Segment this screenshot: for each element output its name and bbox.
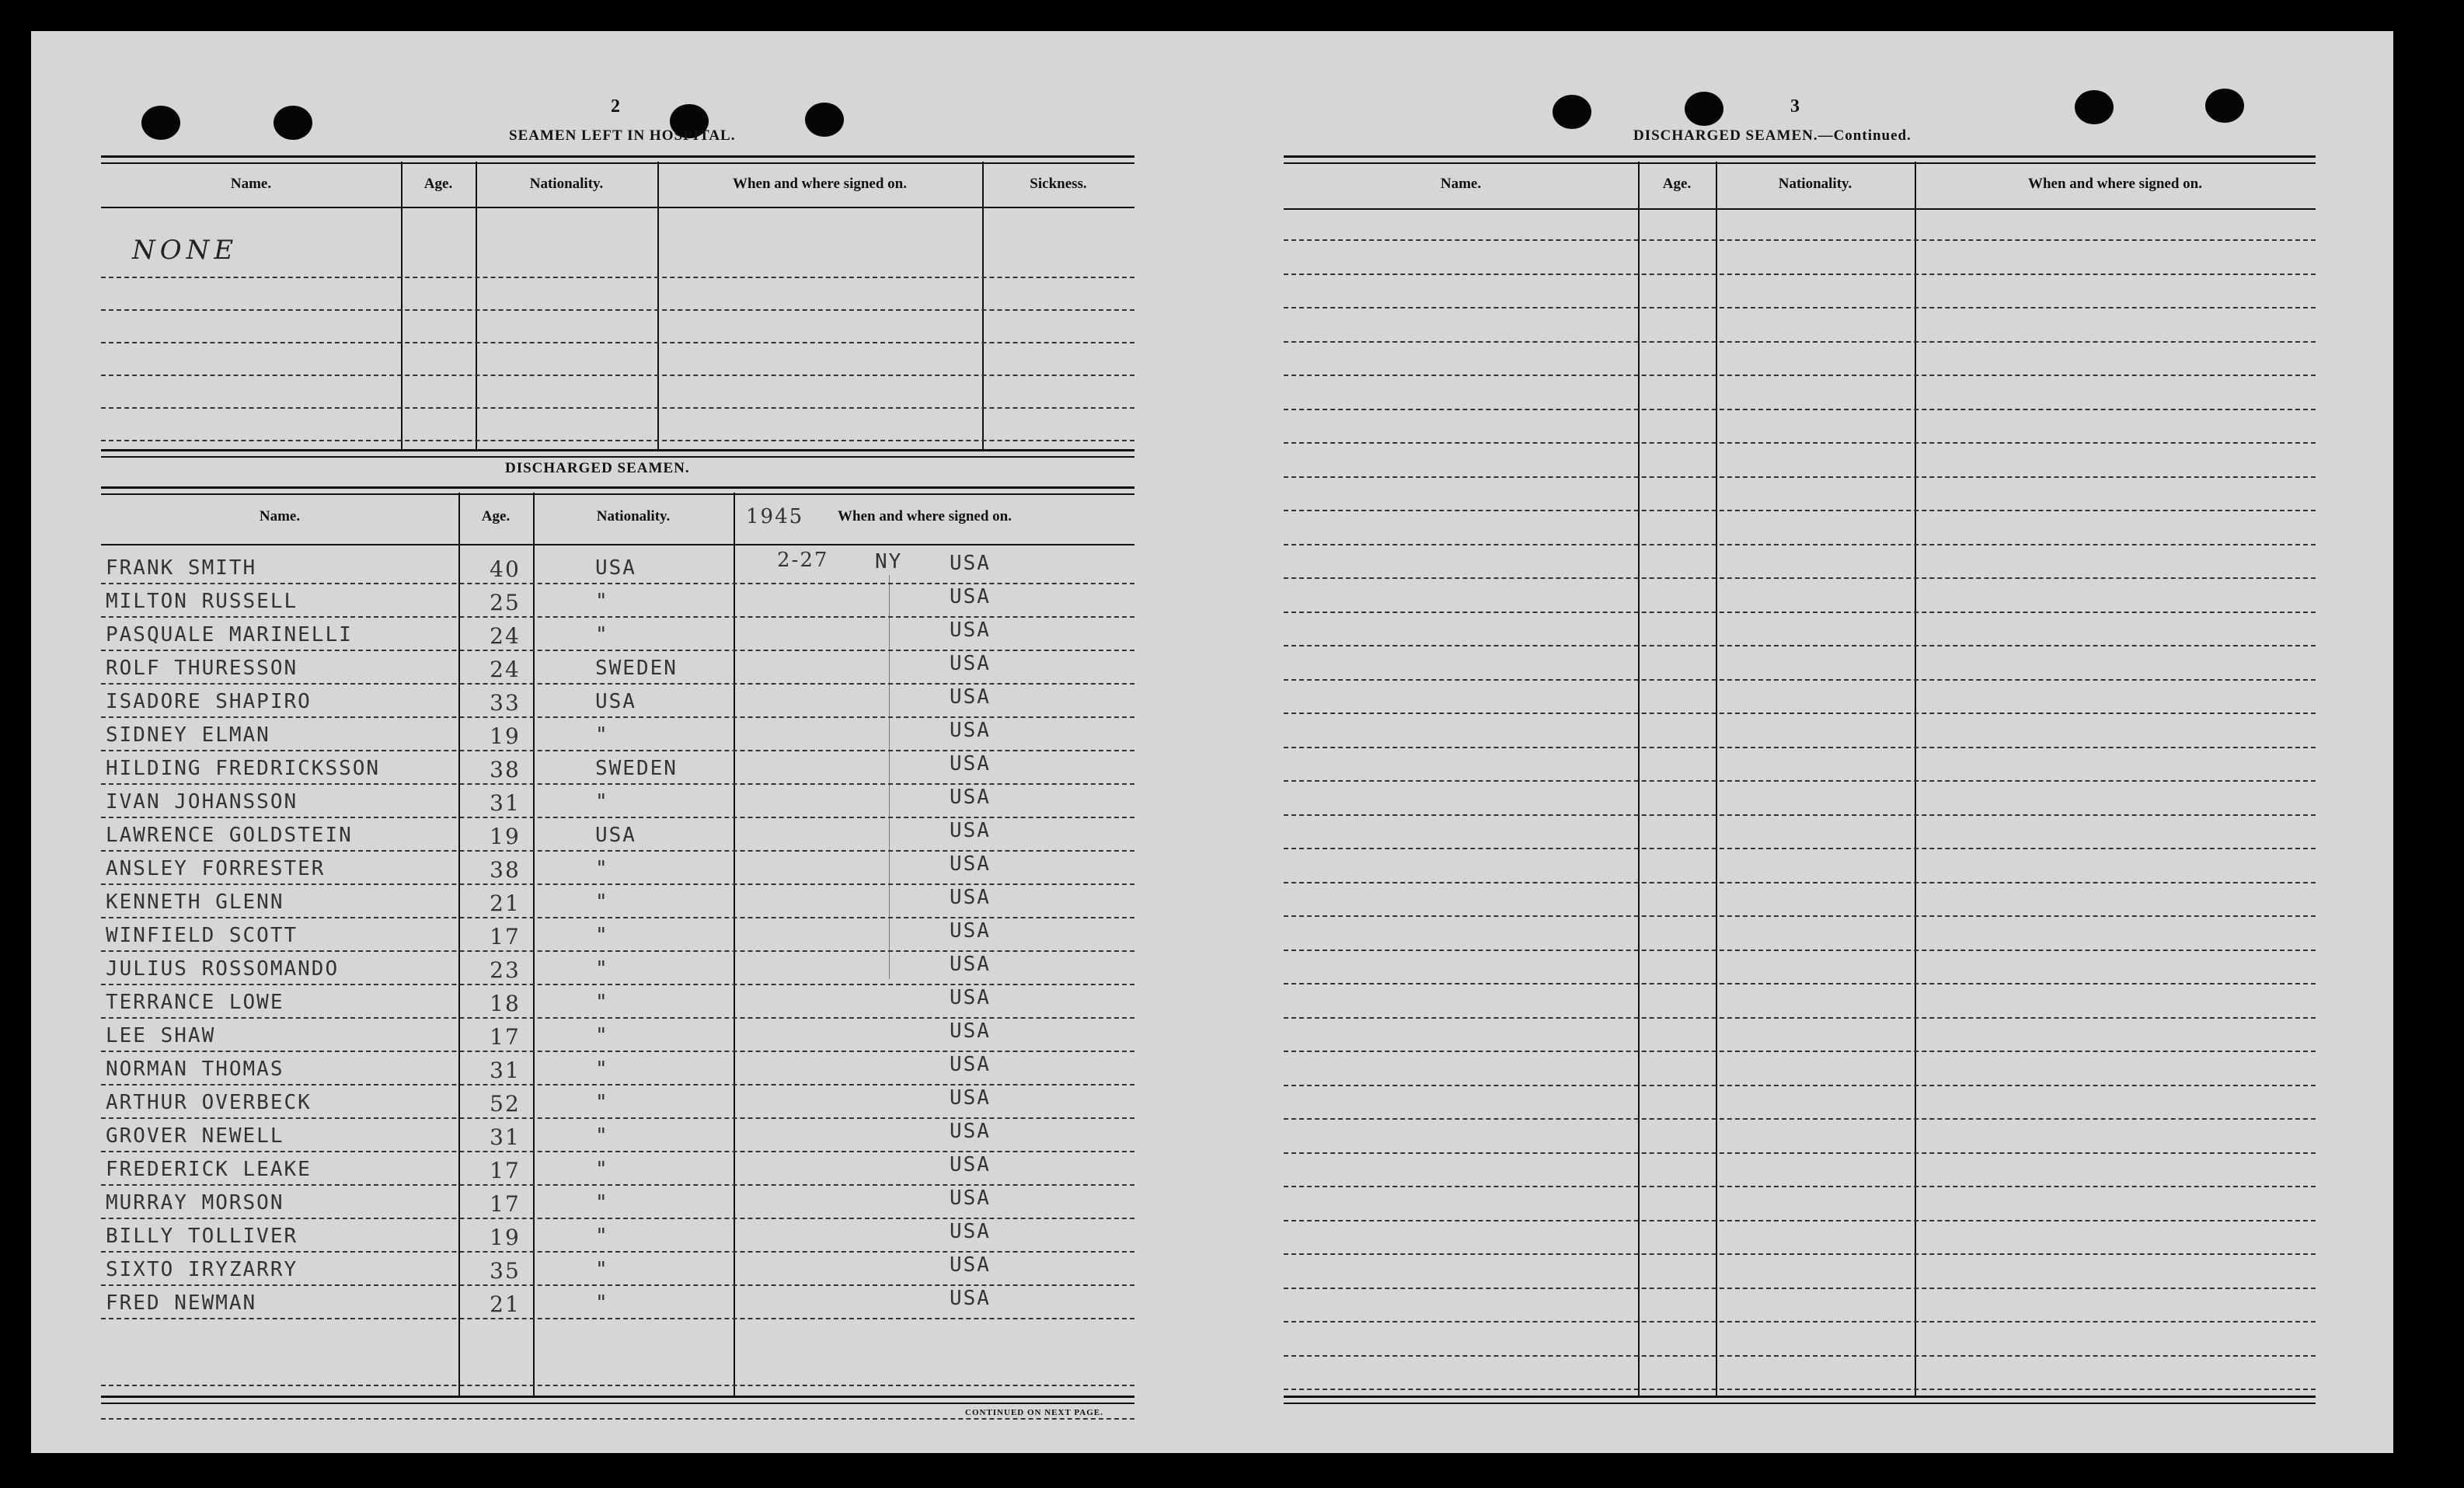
seaman-age: 17 [490, 924, 521, 950]
punch-hole [1685, 92, 1723, 126]
row-line [1284, 274, 2316, 275]
column-divider [734, 493, 735, 1397]
seaman-nationality: " [595, 890, 609, 914]
row-line [1284, 341, 2316, 343]
seaman-signed-country: USA [950, 786, 991, 809]
row-line [1284, 747, 2316, 748]
seaman-signed-country: USA [950, 1253, 991, 1277]
column-header-rule [101, 207, 1134, 208]
seaman-nationality: " [595, 1124, 609, 1148]
row-line [1284, 239, 2316, 241]
punch-hole [2075, 90, 2114, 124]
row-line [1284, 1321, 2316, 1322]
row-line [101, 817, 1134, 818]
seaman-nationality: " [595, 1191, 609, 1214]
discharged-section-title: DISCHARGED SEAMEN. [505, 460, 690, 476]
seaman-nationality: " [595, 957, 609, 981]
row-line [1284, 476, 2316, 478]
row-line [101, 750, 1134, 751]
row-line [101, 277, 1134, 278]
column-divider [1716, 162, 1717, 1396]
seaman-name: MILTON RUSSELL [106, 590, 298, 613]
seaman-nationality: " [595, 991, 609, 1014]
seaman-name: ROLF THURESSON [106, 657, 298, 680]
row-line [101, 1117, 1134, 1119]
punch-hole [274, 106, 312, 140]
seaman-nationality: USA [595, 556, 636, 580]
seaman-name: ARTHUR OVERBECK [106, 1091, 312, 1114]
seaman-age: 35 [490, 1258, 521, 1284]
row-line [1284, 1220, 2316, 1221]
row-line [101, 342, 1134, 343]
seaman-age: 17 [490, 1024, 521, 1050]
row-line [1284, 307, 2316, 308]
row-line [1284, 442, 2316, 444]
seaman-name: HILDING FREDRICKSSON [106, 757, 381, 780]
row-line [101, 1218, 1134, 1219]
row-line [1284, 679, 2316, 681]
row-line [101, 1051, 1134, 1052]
row-line [1284, 409, 2316, 410]
col-header-nationality: Nationality. [529, 176, 604, 192]
seaman-name: ANSLEY FORRESTER [106, 857, 326, 880]
seaman-signed-country: USA [950, 1287, 991, 1310]
row-line [1284, 780, 2316, 782]
seaman-signed-country: USA [950, 652, 991, 675]
row-line [1284, 1288, 2316, 1289]
seaman-age: 19 [490, 723, 521, 749]
signed-on-date: 2-27 [777, 549, 829, 572]
footer-rule [101, 1396, 1134, 1404]
seaman-name: BILLY TOLLIVER [106, 1225, 298, 1248]
col-header-signed-on: When and where signed on. [838, 508, 1012, 524]
row-line [101, 1017, 1134, 1019]
seaman-name: LAWRENCE GOLDSTEIN [106, 824, 353, 847]
row-line [1284, 882, 2316, 883]
row-line [1284, 1389, 2316, 1390]
col-header-name: Name. [230, 176, 272, 192]
row-line [101, 1385, 1134, 1386]
col-header-name: Name. [259, 508, 301, 524]
row-line [1284, 1017, 2316, 1019]
seaman-age: 52 [490, 1091, 521, 1117]
seaman-signed-country: USA [950, 1086, 991, 1110]
seaman-nationality: " [595, 723, 609, 747]
year-handwritten: 1945 [746, 505, 804, 528]
seaman-name: WINFIELD SCOTT [106, 924, 298, 947]
seaman-signed-country: USA [950, 752, 991, 775]
seaman-nationality: " [595, 1158, 609, 1181]
seaman-nationality: " [595, 857, 609, 880]
seaman-name: PASQUALE MARINELLI [106, 623, 353, 646]
seaman-signed-country: USA [950, 919, 991, 943]
row-line [1284, 375, 2316, 376]
seaman-age: 19 [490, 1225, 521, 1250]
row-line [1284, 848, 2316, 849]
seaman-signed-country: USA [950, 819, 991, 842]
row-line [1284, 915, 2316, 917]
seaman-signed-country: USA [950, 953, 991, 976]
seaman-nationality: " [595, 1291, 609, 1315]
seaman-name: IVAN JOHANSSON [106, 790, 298, 814]
document-sheet [31, 31, 2393, 1453]
seaman-nationality: SWEDEN [595, 657, 678, 680]
hospital-section-title: SEAMEN LEFT IN HOSPITAL. [509, 127, 736, 144]
col-header-age: Age. [481, 508, 511, 524]
row-line [101, 1251, 1134, 1253]
punch-hole [141, 106, 180, 140]
col-header-name: Name. [1440, 176, 1482, 192]
section-rule [101, 486, 1134, 495]
row-line [101, 984, 1134, 985]
seaman-nationality: " [595, 790, 609, 814]
seaman-name: KENNETH GLENN [106, 890, 284, 914]
seaman-nationality: " [595, 1091, 609, 1114]
seaman-name: FREDERICK LEAKE [106, 1158, 312, 1181]
col-header-nationality: Nationality. [596, 508, 671, 524]
row-line [1284, 1186, 2316, 1187]
row-line [1284, 1118, 2316, 1120]
column-divider [533, 493, 535, 1397]
seaman-nationality: " [595, 590, 609, 613]
seaman-nationality: " [595, 924, 609, 947]
seaman-nationality: SWEDEN [595, 757, 678, 780]
seaman-nationality: " [595, 1225, 609, 1248]
continued-note: CONTINUED ON NEXT PAGE. [965, 1408, 1103, 1417]
row-line [1284, 983, 2316, 984]
seaman-age: 38 [490, 857, 521, 883]
seaman-name: ISADORE SHAPIRO [106, 690, 312, 713]
seaman-signed-country: USA [950, 685, 991, 709]
seaman-signed-country: USA [950, 719, 991, 742]
row-line [101, 1284, 1134, 1286]
row-line [101, 309, 1134, 311]
column-divider [1915, 162, 1916, 1396]
row-line [101, 1318, 1134, 1319]
seaman-name: MURRAY MORSON [106, 1191, 284, 1214]
col-header-sickness: Sickness. [1030, 176, 1087, 192]
row-line [1284, 510, 2316, 511]
seaman-nationality: USA [595, 690, 636, 713]
seaman-signed-country: USA [950, 1187, 991, 1210]
col-header-signed-on: When and where signed on. [732, 176, 907, 192]
hospital-entry: NONE [132, 235, 239, 266]
row-line [1284, 814, 2316, 816]
row-line [1284, 544, 2316, 545]
seaman-signed-country: USA [950, 552, 991, 575]
seaman-name: NORMAN THOMAS [106, 1058, 284, 1081]
seaman-signed-country: USA [950, 986, 991, 1009]
row-line [101, 583, 1134, 584]
header-rule [1284, 155, 2316, 164]
seaman-age: 25 [490, 590, 521, 615]
seaman-age: 31 [490, 790, 521, 816]
seaman-signed-country: USA [950, 1053, 991, 1076]
seaman-signed-country: USA [950, 1153, 991, 1176]
punch-hole [805, 103, 844, 137]
row-line [1284, 713, 2316, 714]
punch-hole [2205, 89, 2244, 123]
row-line [101, 850, 1134, 852]
row-line [1284, 645, 2316, 646]
row-line [101, 616, 1134, 618]
seaman-age: 23 [490, 957, 521, 983]
col-header-nationality: Nationality. [1778, 176, 1852, 192]
row-line [101, 783, 1134, 785]
page-number: 3 [1790, 96, 1800, 117]
section-rule [101, 449, 1134, 458]
seaman-age: 31 [490, 1124, 521, 1150]
seaman-age: 33 [490, 690, 521, 716]
row-line [101, 1084, 1134, 1086]
column-divider [1638, 162, 1640, 1396]
row-line [101, 917, 1134, 918]
row-line [1284, 1355, 2316, 1357]
seaman-name: JULIUS ROSSOMANDO [106, 957, 340, 981]
row-line [101, 883, 1134, 885]
row-line [1284, 1051, 2316, 1052]
seaman-signed-country: USA [950, 585, 991, 608]
seaman-age: 19 [490, 824, 521, 849]
row-line [101, 716, 1134, 718]
seaman-nationality: USA [595, 824, 636, 847]
punch-hole [1553, 95, 1591, 129]
seaman-signed-country: USA [950, 1120, 991, 1143]
row-line [1284, 950, 2316, 951]
column-divider [458, 493, 460, 1397]
column-header-rule [1284, 208, 2316, 210]
seaman-nationality: " [595, 1024, 609, 1047]
seaman-age: 31 [490, 1058, 521, 1083]
row-line [101, 375, 1134, 376]
page-number: 2 [611, 96, 620, 117]
seaman-age: 17 [490, 1191, 521, 1217]
seaman-signed-country: USA [950, 1220, 991, 1243]
row-line [1284, 1253, 2316, 1255]
seaman-nationality: " [595, 1258, 609, 1281]
row-line [101, 1151, 1134, 1152]
seaman-signed-country: USA [950, 852, 991, 876]
seaman-signed-country: USA [950, 1019, 991, 1043]
signed-on-port: NY [875, 550, 903, 573]
seaman-age: 18 [490, 991, 521, 1016]
row-line [101, 950, 1134, 952]
row-line [101, 1418, 1134, 1420]
row-line [101, 407, 1134, 409]
col-header-signed-on: When and where signed on. [2027, 176, 2202, 192]
row-line [1284, 612, 2316, 613]
seaman-name: GROVER NEWELL [106, 1124, 284, 1148]
header-rule [101, 155, 1134, 164]
seaman-age: 24 [490, 657, 521, 682]
row-line [101, 440, 1134, 441]
seaman-age: 21 [490, 1291, 521, 1317]
column-header-rule [101, 544, 1134, 545]
seaman-name: FRANK SMITH [106, 556, 257, 580]
seaman-name: SIXTO IRYZARRY [106, 1258, 298, 1281]
seaman-nationality: " [595, 623, 609, 646]
row-line [1284, 1085, 2316, 1086]
seaman-name: SIDNEY ELMAN [106, 723, 270, 747]
row-line [101, 650, 1134, 651]
seaman-age: 17 [490, 1158, 521, 1183]
row-line [1284, 577, 2316, 579]
column-divider [889, 575, 890, 979]
discharged-continued-title: DISCHARGED SEAMEN.—Continued. [1633, 127, 1912, 144]
seaman-signed-country: USA [950, 886, 991, 909]
seaman-age: 40 [490, 556, 521, 582]
footer-rule [1284, 1396, 2316, 1404]
row-line [101, 1184, 1134, 1186]
seaman-age: 38 [490, 757, 521, 782]
col-header-age: Age. [423, 176, 453, 192]
row-line [1284, 1152, 2316, 1154]
seaman-signed-country: USA [950, 619, 991, 642]
col-header-age: Age. [1662, 176, 1692, 192]
row-line [101, 683, 1134, 685]
seaman-nationality: " [595, 1058, 609, 1081]
seaman-name: TERRANCE LOWE [106, 991, 284, 1014]
seaman-age: 21 [490, 890, 521, 916]
seaman-name: FRED NEWMAN [106, 1291, 257, 1315]
seaman-name: LEE SHAW [106, 1024, 216, 1047]
seaman-age: 24 [490, 623, 521, 649]
